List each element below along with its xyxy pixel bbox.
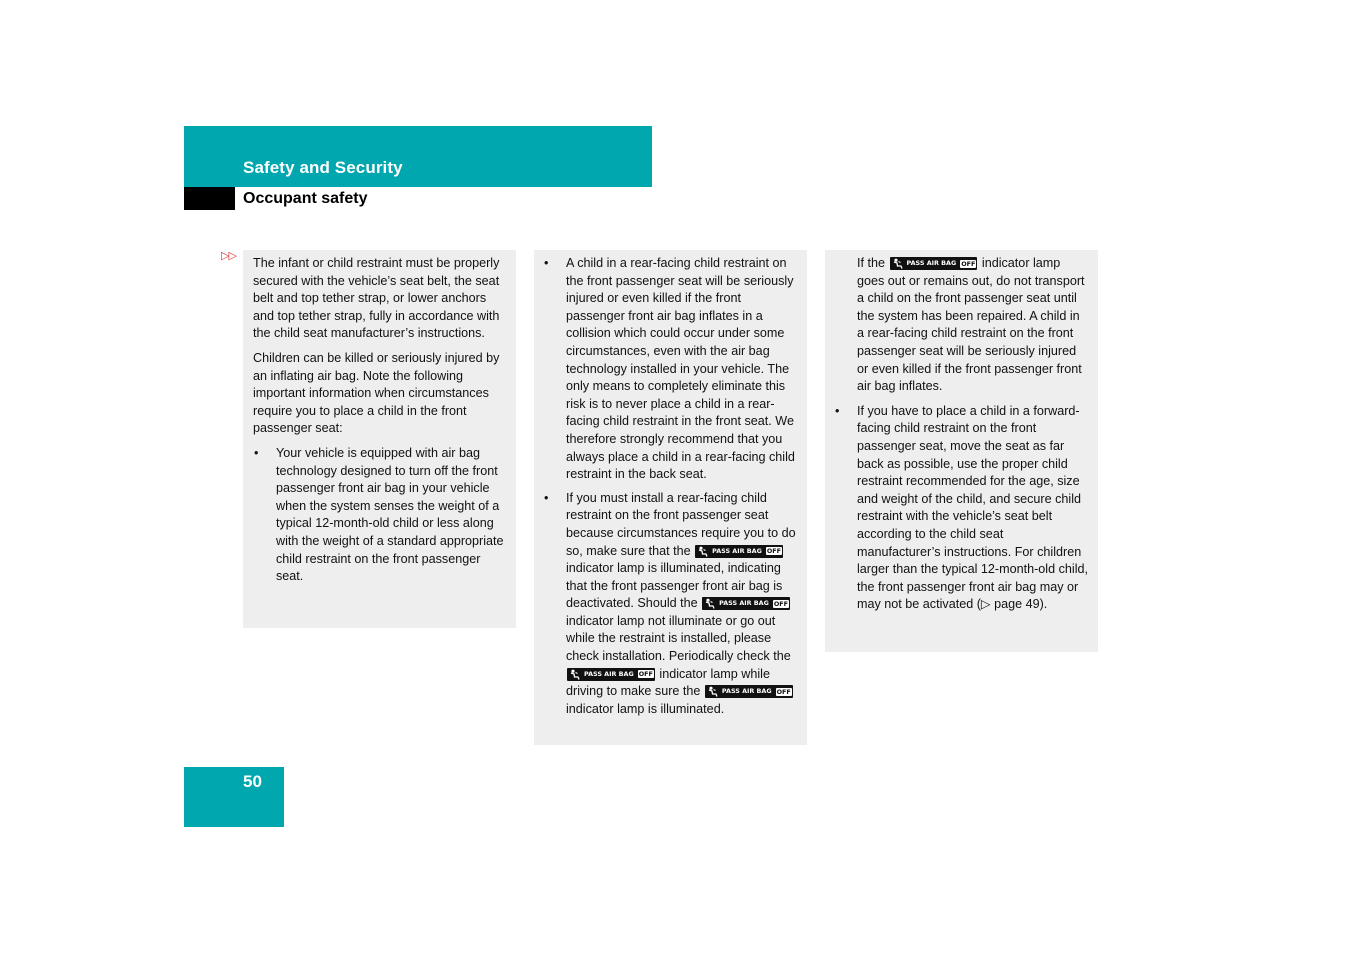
continuation-arrows-icon: ▷▷: [221, 250, 236, 262]
section-title: Safety and Security: [243, 158, 403, 177]
bullet-icon: •: [544, 490, 549, 505]
list-item: [543, 255, 797, 484]
paragraph: If the PASS AIR BAG OFF indicator lamp goes out or remains out, do not transport a child on the front passenger seat until the system has been repaired. A child in a rear-facing child restraint on the front passenger seat will be seriously injured or even killed if the front passenger front air bag inflates.: [857, 256, 1085, 394]
list-item-text: If you have to place a child in a forward-facing child restraint on the front passenger seat, move the seat as far back as possible, use the proper child restraint recommended for the age, size and weight of the child, and secure child restraint with the vehicle’s seat belt according to the child seat manufacturer’s instructions. For children larger than the typical 12-month-old child, the front passenger front air bag may or may not be activated (▷ page 49).: [857, 403, 1089, 612]
list-item-text: Your vehicle is equipped with air bag technology designed to turn off the front passenger front air bag in your vehicle when the system senses the weight of a typical 12-month-old child or less along with the weight of a standard appropriate child restraint on the front passenger seat.: [276, 445, 504, 584]
pass-air-bag-off-indicator-icon: PASS AIR BAG OFF: [702, 597, 790, 610]
pass-air-bag-off-indicator-icon: PASS AIR BAG OFF: [567, 668, 655, 681]
text-column-1: [243, 250, 516, 628]
pass-air-bag-off-indicator-icon: PASS AIR BAG OFF: [890, 257, 978, 270]
bullet-icon: •: [835, 403, 840, 418]
pass-air-bag-off-indicator-icon: PASS AIR BAG OFF: [695, 545, 783, 558]
list-item-text: indicator lamp not illuminate or go out while the restraint is installed, please check installation. Periodically check the: [566, 613, 791, 664]
subsection-marker: [184, 187, 235, 210]
paragraph: Children can be killed or seriously injured by an inflating air bag. Note the following important information when circumstances require you to place a child in the front passenger seat:: [253, 350, 500, 436]
child-seat-icon: [569, 669, 581, 680]
list-item: [543, 490, 797, 719]
list-item-text: indicator lamp is illuminated.: [566, 701, 725, 716]
child-seat-icon: [892, 258, 904, 269]
bullet-list: [543, 255, 797, 718]
list-item-text: A child in a rear-facing child restraint on the front passenger seat will be seriously injured or even killed if the front passenger front air bag inflates in a collision which could occur under some circumstances, even with the air bag technology installed in your vehicle. The only means to completely eliminate this risk is to never place a child in a rear-facing child restraint in the front seat. We therefore strongly recommend that you always place a child in a rear-facing child restraint in the back seat.: [566, 256, 795, 482]
subsection-title: Occupant safety: [243, 190, 368, 207]
text-column-3: [825, 250, 1098, 652]
list-item: [834, 403, 1089, 614]
list-item-text: If you must install a rear-facing child restraint on the front passenger seat because circumstances require you to do so, make sure that the: [566, 490, 796, 558]
bullet-icon: •: [254, 445, 259, 460]
list-item-text: indicator lamp is illuminated, indicating that the front passenger front air bag is deactivated. Should the: [566, 561, 783, 611]
pass-air-bag-off-indicator-icon: PASS AIR BAG OFF: [705, 685, 793, 698]
child-seat-icon: [697, 546, 709, 557]
page-number-box: [184, 767, 284, 827]
list-item-text: indicator lamp while driving to make sure the: [566, 666, 770, 699]
child-seat-icon: [704, 598, 716, 609]
text-column-2: [534, 250, 807, 745]
bullet-icon: •: [544, 256, 549, 270]
bullet-list: [253, 445, 508, 586]
page-number: 50: [243, 772, 262, 791]
bullet-list: [834, 403, 1089, 614]
paragraph: The infant or child restraint must be properly secured with the vehicle’s seat belt, the seat belt and top tether strap, or lower anchors and top tether strap, fully in accordance with the child seat manufacturer’s instructions.: [253, 256, 500, 341]
child-seat-icon: [707, 686, 719, 697]
list-item: [253, 445, 508, 586]
